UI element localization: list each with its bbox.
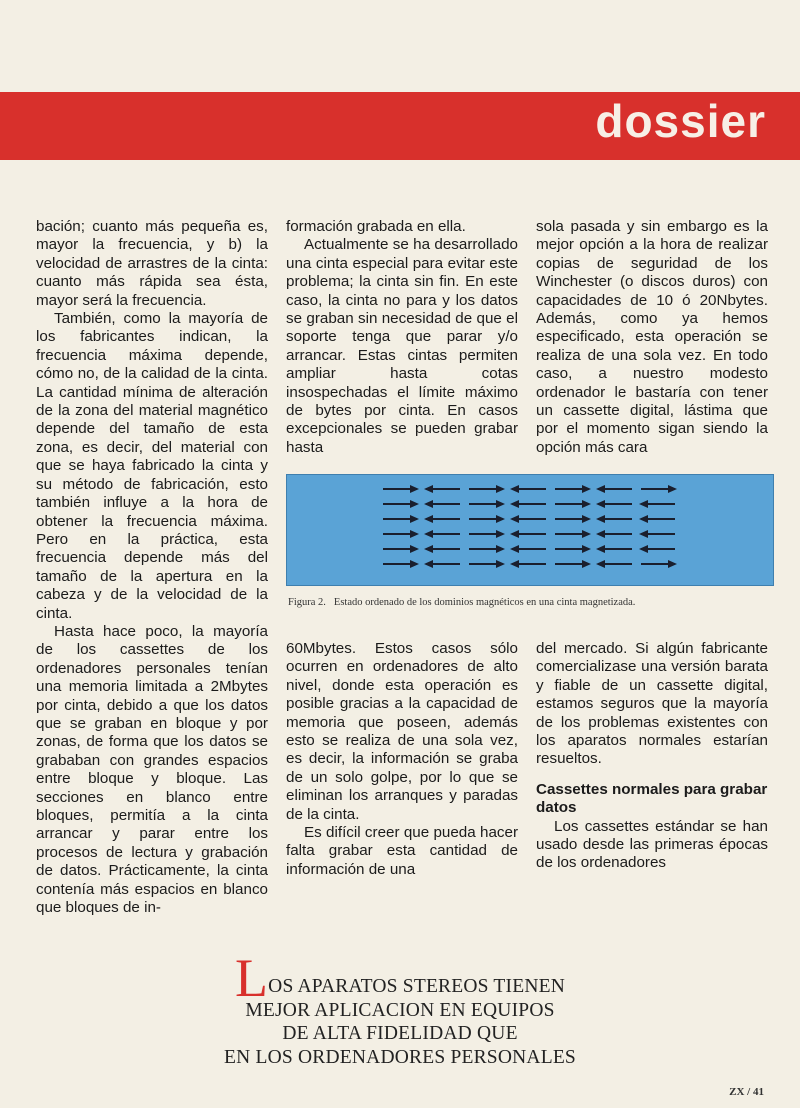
domain-arrow-right	[383, 530, 419, 538]
domain-arrow-left	[596, 485, 632, 493]
domain-arrow-left	[424, 530, 460, 538]
figure-label: Figura 2.	[288, 597, 326, 608]
paragraph: del mercado. Si algún fabricante comercializase una versión barata y fiable de un cassette digital, estamos seguros que la mayoría de los problemas existentes con los aparatos normales estarían resueltos.	[536, 640, 768, 768]
domain-arrow-right	[383, 560, 419, 568]
domain-arrow-right	[555, 530, 591, 538]
pull-quote-line: DE ALTA FIDELIDAD QUE	[282, 1023, 518, 1044]
domain-arrow-right	[555, 515, 591, 523]
domain-arrow-left	[596, 515, 632, 523]
paragraph: sola pasada y sin embargo es la mejor opción a la hora de realizar copias de seguridad de los Winchester (o discos duros) con capacidades de 10 ó 20Nbytes. Además, como ya hemos especificado, esta operación se realiza de una sola vez. En todo caso, a nuestro modesto ordenador le bastaría con tener un cassette digital, lástima que por el momento sigan siendo la opción más cara	[536, 218, 768, 456]
paragraph: 60Mbytes. Estos casos sólo ocurren en ordenadores de alto nivel, donde esta operación es posible gracias a la capacidad de memoria que poseen, además esto se realiza de una sola vez, es decir, la información se graba de un solo golpe, por lo que se eliminan los arranques y paradas de la cinta.	[286, 640, 518, 823]
domain-arrow-left	[424, 560, 460, 568]
domain-arrow-right	[469, 485, 505, 493]
figure-caption-text: Estado ordenado de los dominios magnéticos en una cinta magnetizada.	[333, 597, 636, 608]
paragraph: Hasta hace poco, la mayoría de los cassettes de los ordenadores personales tenían una memoria limitada a 2Mbytes por cinta, debido a que los datos que se graban en bloque y por zonas, de forma que los datos se grababan con grandes espacios entre bloque y bloque. Las secciones en blanco entre bloques, permitía a la cinta arrancar y parar entre los procesos de lectura y grabación de datos. Prácticamente, la cinta contenía más espacios en blanco que bloques de in-	[36, 622, 268, 917]
text-column-5	[536, 640, 768, 873]
domain-arrow-right	[469, 560, 505, 568]
paragraph: Los cassettes estándar se han usado desde las primeras épocas de los ordenadores	[536, 817, 768, 872]
domain-arrow-right	[555, 545, 591, 553]
domain-arrow-right	[469, 515, 505, 523]
domain-arrow-left	[639, 500, 675, 508]
domain-arrow-right	[383, 515, 419, 523]
pull-quote-dropcap: L	[234, 948, 269, 1008]
domain-arrow-right	[383, 545, 419, 553]
domain-arrow-left	[596, 530, 632, 538]
domain-arrow-right	[469, 500, 505, 508]
text-column-4	[286, 640, 518, 879]
domain-arrow-left	[510, 545, 546, 553]
domain-arrow-left	[424, 500, 460, 508]
paragraph: formación grabada en ella.	[286, 218, 466, 235]
domain-arrow-right	[555, 485, 591, 493]
domain-arrow-left	[510, 485, 546, 493]
paragraph: Es difícil creer que pueda hacer falta grabar esta cantidad de información de una	[286, 824, 518, 878]
domain-arrow-right	[383, 485, 419, 493]
domain-arrow-left	[424, 515, 460, 523]
domain-arrow-right	[641, 560, 677, 568]
domain-arrow-left	[596, 500, 632, 508]
subheading: Cassettes normales para grabar datos	[536, 780, 768, 817]
domain-arrow-right	[555, 500, 591, 508]
figure-magnetic-domains	[286, 474, 774, 586]
domain-arrow-left	[510, 515, 546, 523]
pull-quote	[180, 948, 620, 1069]
domain-arrow-right	[469, 545, 505, 553]
domain-arrow-right	[555, 560, 591, 568]
text-column-1	[36, 218, 268, 917]
text-column-2	[286, 218, 518, 457]
domain-arrow-right	[383, 500, 419, 508]
section-title: dossier	[595, 95, 766, 147]
pull-quote-line: MEJOR APLICACION EN EQUIPOS	[245, 999, 555, 1021]
domain-arrow-left	[510, 560, 546, 568]
domain-arrow-right	[641, 485, 677, 493]
domain-arrow-left	[639, 515, 675, 523]
domain-arrow-left	[596, 545, 632, 553]
section-banner	[0, 92, 800, 160]
domain-arrow-left	[510, 500, 546, 508]
pull-quote-line: OS APARATOS STEREOS TIENEN	[268, 976, 566, 997]
domain-arrow-left	[639, 545, 675, 553]
paragraph: bación; cuanto más pequeña es, mayor la frecuencia, y b) la velocidad de arrastres de la cinta: cuanto más rápida sea ésta, mayor será la frecuencia.	[36, 218, 268, 309]
domain-arrow-right	[469, 530, 505, 538]
figure-caption	[288, 597, 768, 608]
domain-arrow-left	[424, 545, 460, 553]
pull-quote-line: EN LOS ORDENADORES PERSONALES	[224, 1046, 576, 1068]
domain-arrow-left	[596, 560, 632, 568]
paragraph: Actualmente se ha desarrollado una cinta especial para evitar este problema; la cinta sin fin. En este caso, la cinta no para y los datos se graban sin necesidad de que el soporte tenga que parar y/o arrancar. Estas cintas permiten ampliar hasta cotas insospechadas el límite máximo de bytes por cinta. En casos excepcionales se pueden grabar hasta	[286, 236, 518, 456]
domain-arrow-left	[639, 530, 675, 538]
text-column-3	[536, 218, 768, 457]
domain-arrows-diagram	[287, 475, 773, 585]
page-number: ZX / 41	[729, 1086, 764, 1098]
paragraph: También, como la mayoría de los fabricantes indican, la frecuencia máxima depende, cómo no, de la calidad de la cinta. La cantidad mínima de alteración de la zona del material magnético depende del tamaño de esta zona, es decir, del material con que se haya fabricado la cinta y su método de fabricación, esto también influye a la hora de obtener la frecuencia máxima. Pero en la práctica, esta frecuencia depende más del tamaño de la apertura en la cabeza y de la velocidad de la cinta.	[36, 310, 268, 622]
domain-arrow-left	[424, 485, 460, 493]
domain-arrow-left	[510, 530, 546, 538]
